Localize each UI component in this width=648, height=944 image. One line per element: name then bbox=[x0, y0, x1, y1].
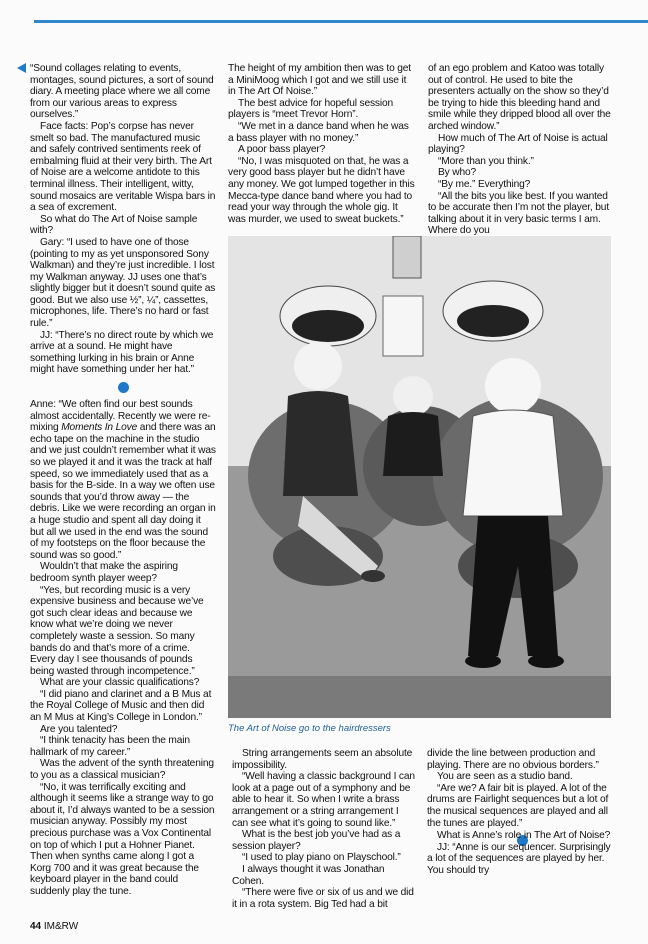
paragraph: “We met in a dance band when he was a bass player with no money.” bbox=[228, 120, 409, 144]
paragraph: “Well having a classic background I can look at a page out of a symphony and be able to hear it. So when I write a brass arrangement or a string arrangement I can see what it’s going to sound like.” bbox=[232, 771, 415, 829]
paragraph: String arrangements seem an absolute impossibility. bbox=[232, 748, 413, 771]
paragraph: Gary: “I used to have one of those (pointing to my as yet unsponsored Sony Walkman) and they’re just incredible. I lost my Walkman anyway. JJ uses one that’s slightly bigger but it doesn’t sound quite as good. But we also use ½”, ¼”, cassettes, microphones, life. There’s no hard or fast rule.” bbox=[30, 236, 216, 330]
paragraph: By who? bbox=[438, 167, 477, 179]
paragraph: So what do The Art of Noise sample with? bbox=[30, 213, 198, 237]
paragraph: Wouldn’t that make the aspiring bedroom synth player weep? bbox=[30, 561, 178, 584]
photo-caption: The Art of Noise go to the hairdressers bbox=[228, 723, 391, 734]
column-1 bbox=[30, 63, 216, 898]
song-title: Moments In Love bbox=[61, 422, 138, 434]
paragraph: What is Anne’s role in The Art of Noise? bbox=[437, 830, 611, 841]
photo-hairdressers bbox=[228, 236, 611, 718]
paragraph: divide the line between production and playing. There are no obvious borders.” bbox=[427, 748, 599, 771]
paragraph: What are your classic qualifications? bbox=[40, 677, 200, 689]
paragraph: “I used to play piano on Playschool.” bbox=[242, 852, 401, 864]
paragraph: I always thought it was Jonathan Cohen. bbox=[232, 863, 385, 887]
column-2 bbox=[228, 63, 416, 225]
paragraph: “No, it was terrifically exciting and although it seems like a strange way to go about it, I’d always wanted to be a session musician anyway. Possibly my most precious purchase was a Vox Continental on top of which I put a Hohner Pianet. Then when synths came along I got a Korg 700 and it was great because the keyboard player in the band could suddenly play the tune. bbox=[30, 781, 215, 897]
paragraph: Face facts: Pop’s corpse has never smelt so bad. The manufactured music and safely contrived sentiments reek of embalming fluid at their very birth. The Art of Noise are a welcome antidote to this terminal illness. Their intelligent, witty, sound mosaics are veritable Wispa bars in a sea of excrement. bbox=[30, 120, 216, 214]
paragraph: “No, I was misquoted on that, he was a very good bass player but he didn’t have any money. We got lumped together in this Mecca-type dance band where you had to read your way through the whole gig. It was murder, we used to sweat buckets.” bbox=[228, 155, 415, 225]
paragraph: “There were five or six of us and we did it in a rota system. Big Ted had a bit bbox=[232, 887, 414, 910]
magazine-name: IM&RW bbox=[43, 921, 79, 932]
paragraph: “Are we? A fair bit is played. A lot of the drums are Fairlight sequences but a lot of the musical sequences are played and all the tunes are played.” bbox=[427, 782, 609, 829]
paragraph: “Sound collages relating to events, montages, sound pictures, a sort of sound diary. A meeting place where we all come from our various areas to express ourselves.” bbox=[30, 63, 214, 121]
paragraph: “More than you think.” bbox=[438, 155, 534, 167]
column-3 bbox=[428, 63, 614, 237]
paragraph: How much of The Art of Noise is actual playing? bbox=[428, 132, 608, 156]
paragraph: “I did piano and clarinet and a B Mus at the Royal College of Music and then did an M Mus at King’s College in London.” bbox=[30, 688, 212, 724]
paragraph: Was the advent of the synth threatening to you as a classical musician? bbox=[30, 758, 214, 782]
top-rule bbox=[34, 20, 648, 23]
paragraph: “By me.” Everything? bbox=[438, 178, 531, 190]
column-4 bbox=[232, 748, 416, 910]
paragraph: The height of my ambition then was to get a MiniMoog which I got and we still use it in The Art Of Noise.” bbox=[228, 63, 411, 98]
paragraph: You are seen as a studio band. bbox=[437, 771, 573, 783]
paragraph: of an ego problem and Katoo was totally out of control. He used to bite the presenters actually on the show so they’d be trying to hide this bleeding hand and smile while they dripped blood all over the arched window.” bbox=[428, 63, 611, 132]
section-dot-icon bbox=[118, 382, 129, 393]
paragraph: The best advice for hopeful session players is “meet Trevor Horn”. bbox=[228, 97, 394, 121]
paragraph: “All the bits you like best. If you wanted to be accurate then I’m not the player, but talking about it in very basic terms I am. Where do you bbox=[428, 190, 610, 237]
paragraph: “I think tenacity has been the main hallmark of my career.” bbox=[30, 735, 190, 758]
continued-arrow-icon bbox=[17, 63, 26, 73]
paragraph: “Yes, but recording music is a very expensive business and because we’ve got such clear ideas and because we know what we’re doing we never completely waste a session. So many bands do and that’s more of a crime. Every day I see thousands of pounds being wasted through incompetence.” bbox=[30, 584, 204, 677]
paragraph: JJ: “There’s no direct route by which we arrive at a sound. He might have something lurking in his brain or Anne might have something under her hat.” bbox=[30, 329, 214, 376]
column-6 bbox=[427, 830, 617, 876]
paragraph: What is the best job you’ve had as a session player? bbox=[232, 829, 401, 852]
page-number: 44 bbox=[30, 921, 42, 932]
paragraph: Anne: “We often find our best sounds almost accidentally. Recently we were re-mixing Moments In Love and there was an echo tape on the machine in the studio and we just couldn’t remember what it was so we played it and it was the track at half speed, so we immediately used that as a basis for the B-side. In a way we often use sounds that you’d throw away — the debris. Like we were recording an organ in a huge studio and spent all day doing it but all we used in the end was the sound of my footsteps on the floor because the sound was so good.” bbox=[30, 399, 216, 561]
paragraph: JJ: “Anne is our sequencer. Surprisingly a lot of the sequences are played by her. You should try bbox=[427, 841, 611, 876]
page-footer bbox=[30, 921, 78, 932]
paragraph: Are you talented? bbox=[40, 723, 118, 735]
paragraph: A poor bass player? bbox=[238, 144, 326, 156]
